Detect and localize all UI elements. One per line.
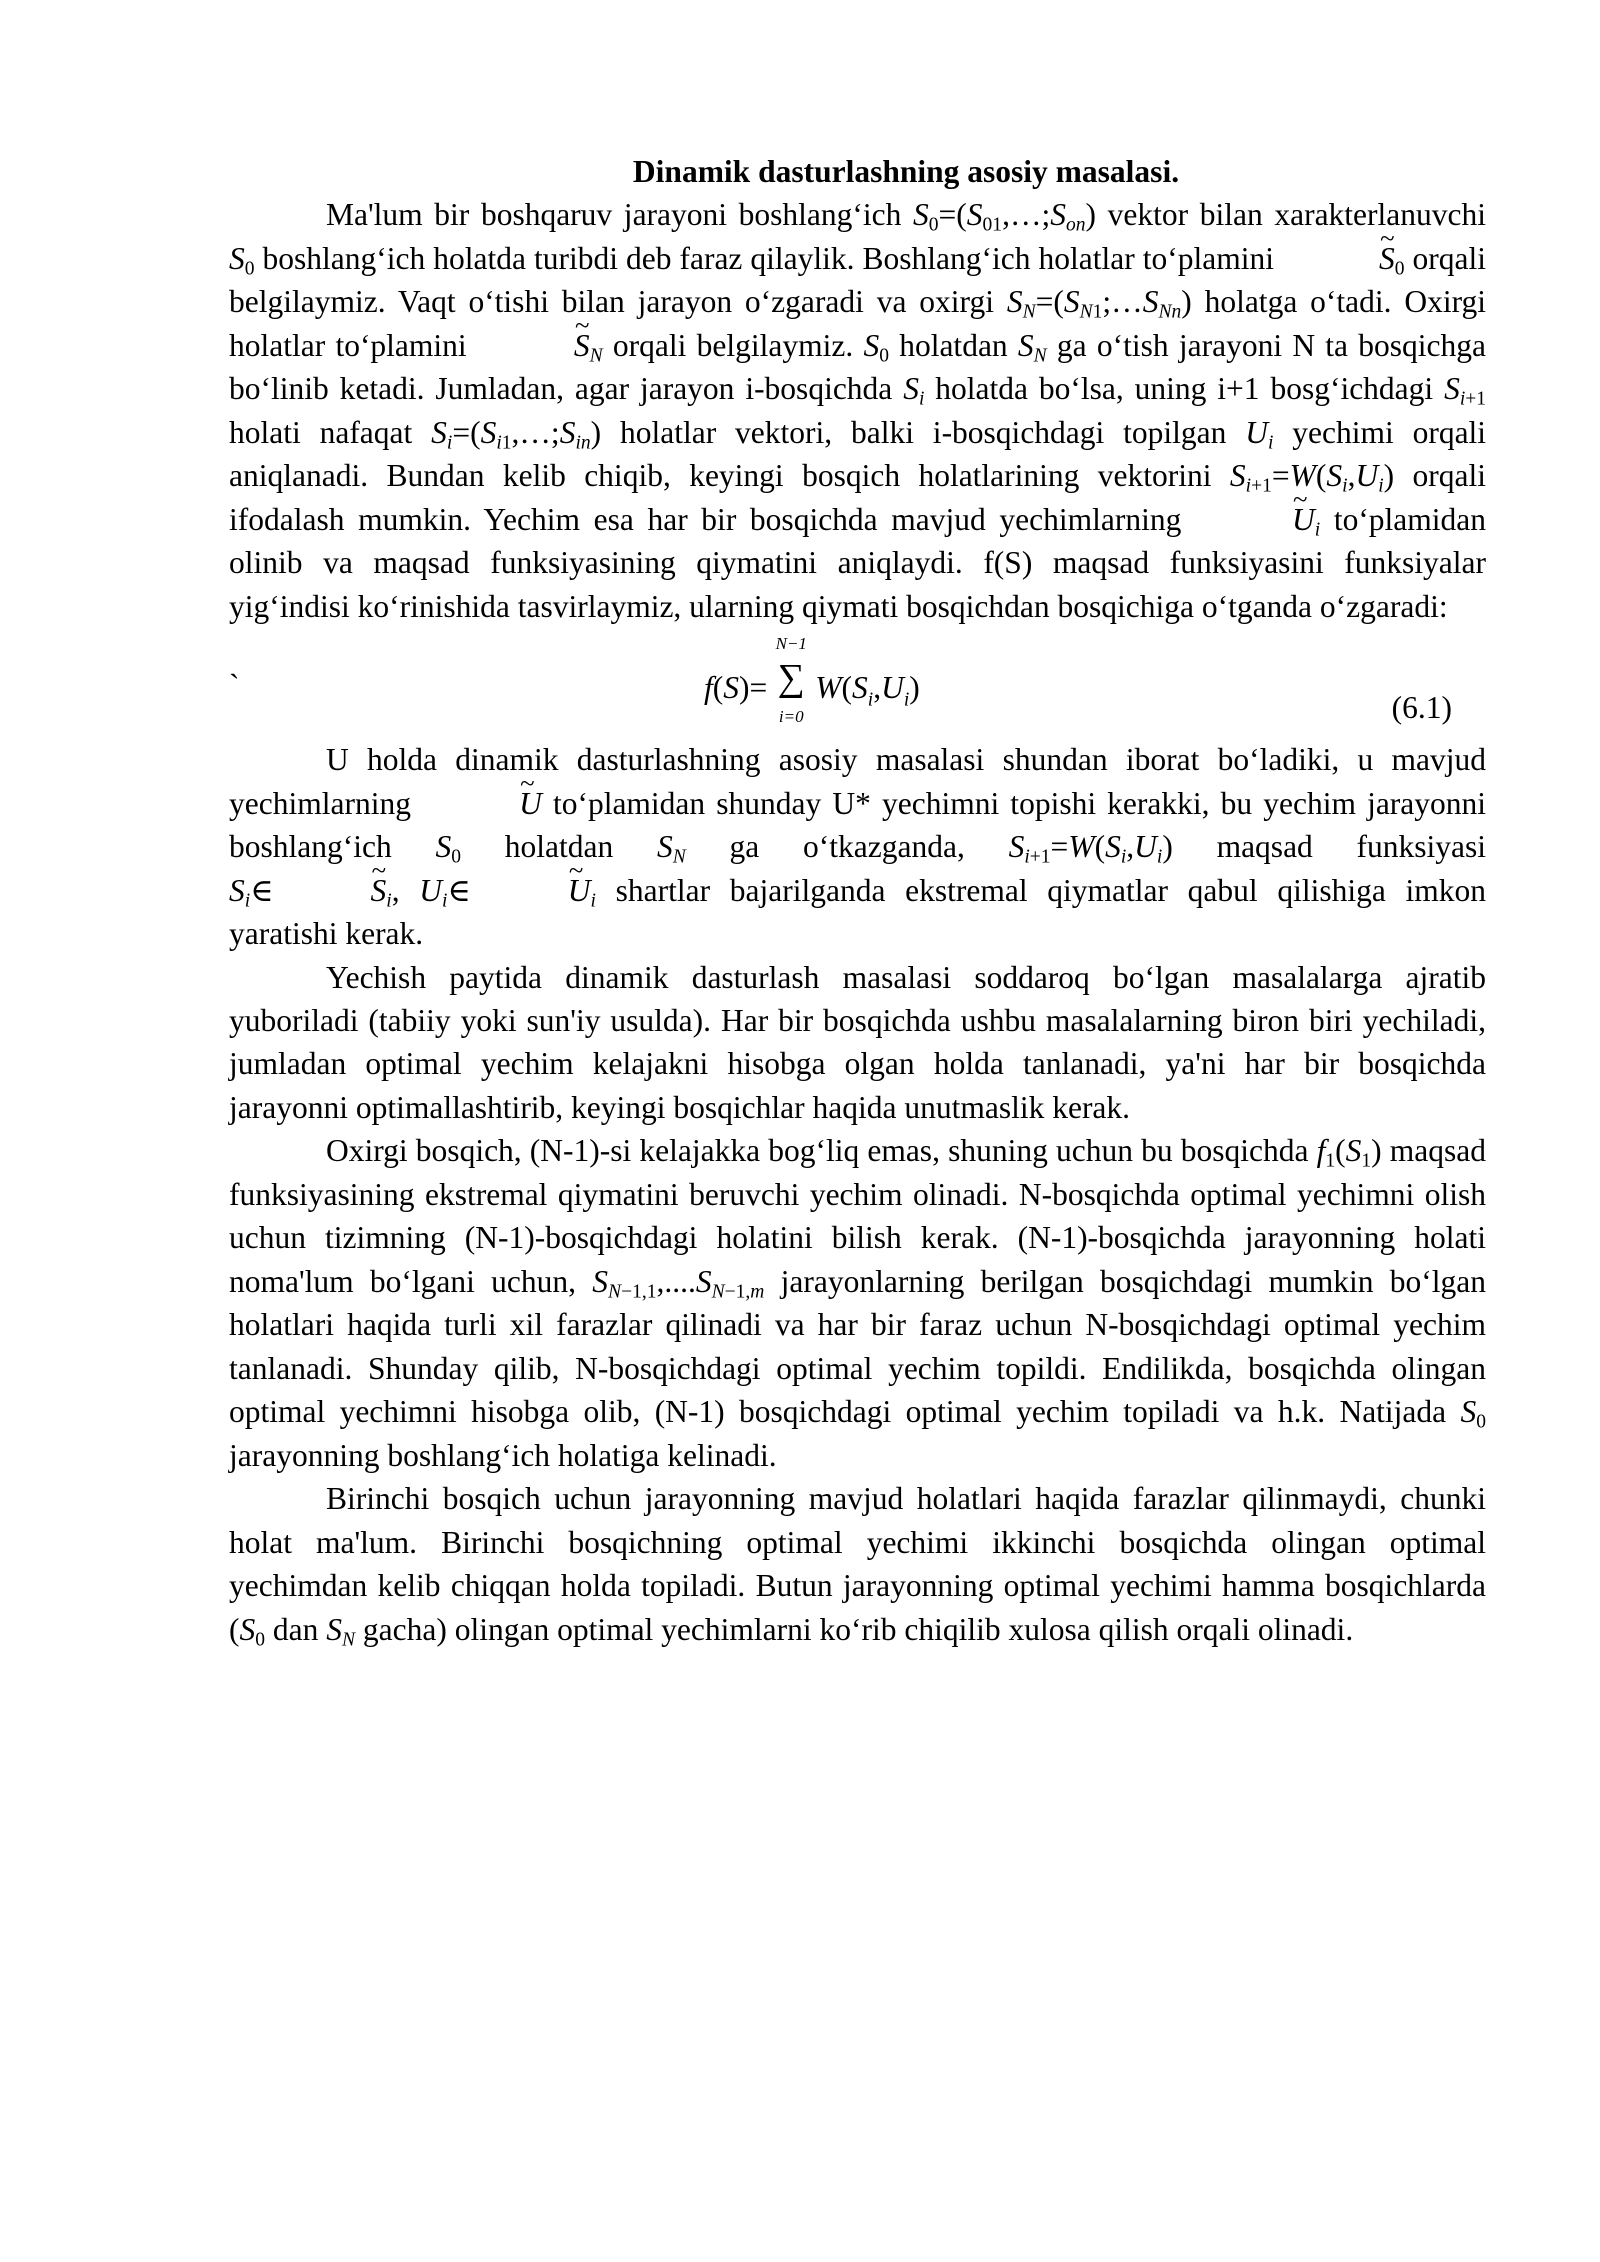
formula-transition: $S_{i+1}=W(S_i,U_i)$ xyxy=(1229,458,1395,497)
formula-u-tilde: ~ U xyxy=(422,786,542,821)
text-run: jarayonlarning berilgan bosqichdagi mumkin bo‘lgan holatlari haqida turli xil farazlar qilinadi va har bir faraz uchun N-bosqichdagi optimal yechim tanlanadi. Shunday qilib, N-bosqichdagi optimal yechim topildi. Endilikda, bosqichda olingan optimal yechimni hisobga olib, (N-1) bosqichdagi optimal yechim topiladi va h.k. Natijada xyxy=(229,1263,1487,1430)
formula-sn: $S_N$ xyxy=(326,1611,356,1650)
text-run: U holda dinamik dasturlashning asosiy masalasi shundan iborat bo‘ladiki, u mavjud yechimlarning xyxy=(229,742,1486,821)
text-run: orqali belgilaymiz. Vaqt o‘tishi bilan jarayon o‘zgaradi va oxirgi xyxy=(229,240,1487,320)
text-run: Birinchi bosqich uchun jarayonning mavjud holatlari haqida farazlar qilinmaydi, chunki holat ma'lum. Birinchi bosqichning optimal yechimi ikkinchi bosqichda olingan optimal yechimdan kelib chiqqan holda topiladi. Butun jarayonning optimal yechimi hamma bosqichlarda ( xyxy=(229,1481,1486,1647)
formula-ui-tilde: ~ $U_i$ xyxy=(1195,502,1320,537)
formula-s0: $S_0$ xyxy=(229,240,255,280)
formula-sn: $S_N$ xyxy=(657,829,686,868)
formula-s0-vector: $S_0=(S_{01},\dots;S_{on})$ xyxy=(913,197,1096,236)
sum-formula: f(S)= N−1 ∑ i=0 $W(S_i,U_i)$ xyxy=(704,634,920,734)
text-run: holatga o‘tadi. Oxirgi holatlar to‘plamini xyxy=(229,284,1487,363)
sum-lower-limit: i=0 xyxy=(778,707,804,727)
paragraph-1 xyxy=(229,193,1486,628)
formula-f1: $f_1(S_1)$ xyxy=(1316,1133,1382,1172)
text-run: Oxirgi bosqich, (N-1)-si kelajakka bog‘liq emas, shuning uchun bu bosqichda xyxy=(326,1133,1309,1169)
sigma-symbol: N−1 ∑ i=0 xyxy=(767,652,815,704)
formula-s0: $S_0$ xyxy=(863,327,889,367)
document-body xyxy=(229,150,1486,1651)
paragraph-2 xyxy=(229,738,1486,955)
text-run: holatdan xyxy=(504,829,614,865)
formula-s0: $S_0$ xyxy=(239,1611,266,1650)
text-run: holati nafaqat xyxy=(229,414,413,450)
formula-sn-tilde: ~ $S_N$ xyxy=(477,328,603,363)
text-run: holatdan xyxy=(899,327,1008,363)
formula-s0: $S_0$ xyxy=(435,829,461,868)
text-run: to‘plamidan shunday U* yechimni topishi kerakki, bu yechim jarayonni boshlang‘ich xyxy=(229,785,1487,865)
paragraph-4 xyxy=(229,1129,1486,1477)
equation-number: (6.1) xyxy=(1391,690,1452,726)
text-run: maqsad funksiyasining ekstremal qiymatini beruvchi yechim olinadi. N-bosqichda optimal yechimni olish uchun tizimning (N-1)-bosqichdagi holatini bilish kerak. (N-1)-bosqichda jarayonning holati noma'lum bo‘lgani uchun, xyxy=(229,1133,1487,1299)
text-run: holatda bo‘lsa, uning i+1 bosg‘ichdagi xyxy=(935,371,1434,407)
text-run: maqsad funksiyasi xyxy=(1216,829,1487,865)
text-run: gacha) olingan optimal yechimlarni ko‘rib chiqilib xulosa qilish orqali olinadi. xyxy=(362,1611,1354,1647)
formula-sn-1-states: $S_{N-1,1},....S_{N-1,m}$ xyxy=(592,1263,765,1303)
text-run: to‘plamidan olinib va maqsad funksiyasining qiymatini aniqlaydi. f(S) maqsad funksiyasini funksiyalar yig‘indisi ko‘rinishida tasvirlaymiz, ularning qiymati bosqichdan bosqichiga o‘tganda o‘zgaradi: xyxy=(229,501,1487,624)
text-run: yechimi orqali aniqlanadi. Bundan kelib chiqib, keyingi bosqich holatlarining vektorini xyxy=(229,414,1487,494)
document-title: Dinamik dasturlashning asosiy masalasi. xyxy=(632,154,1180,189)
formula-s0: $S_0$ xyxy=(1460,1394,1486,1433)
formula-ui: $U_i$ xyxy=(1245,414,1274,454)
text-run: orqali belgilaymiz. xyxy=(612,327,854,363)
text-run: shartlar bajarilganda ekstremal qiymatlar qabul qilishiga imkon yaratishi kerak. xyxy=(229,872,1487,952)
formula-si-vector: $S_i=(S_{i1},\dots;S_{in})$ xyxy=(431,414,602,454)
sum-upper-limit: N−1 xyxy=(775,634,807,654)
formula-sn: $S_N$ xyxy=(1017,327,1047,367)
text-run: ga o‘tkazganda, xyxy=(729,829,965,865)
formula-s0-tilde: ~ $S_0$ xyxy=(1282,241,1405,276)
backtick-mark: ` xyxy=(229,668,240,704)
text-run: holatlar vektori, balki i-bosqichdagi topilgan xyxy=(619,414,1227,450)
text-run: vektor bilan xarakterlanuvchi xyxy=(1107,197,1486,233)
formula-sn-vector: $S_N=(S_{N1};\dots S_{Nn})$ xyxy=(1006,284,1192,323)
paragraph-5 xyxy=(229,1477,1486,1651)
paragraph-3: Yechish paytida dinamik dasturlash masalasi soddaroq bo‘lgan masalalarga ajratib yuboriladi (tabiiy yoki sun'iy usulda). Har bir bosqichda ushbu masalalarning biron biri yechiladi, jumladan optimal yechim kelajakni hisobga olgan holda tanlanadi, ya'ni har bir bosqichda jarayonni optimallashtirib, keyingi bosqichlar haqida unutmaslik kerak. xyxy=(229,959,1486,1125)
text-run: jarayonning boshlang‘ich holatiga kelinadi. xyxy=(229,1437,777,1473)
formula-si-plus-1: $S_{i+1}$ xyxy=(1444,371,1487,410)
text-run: boshlang‘ich holatda turibdi deb faraz qilaylik. Boshlang‘ich holatlar to‘plamini xyxy=(262,240,1274,276)
formula-transition: $S_{i+1}=W(S_i,U_i)$ xyxy=(1008,829,1173,868)
text-run: Ma'lum bir boshqaruv jarayoni boshlang‘ich xyxy=(326,197,902,233)
text-run: orqali ifodalash mumkin. Yechim esa har bir bosqichda mavjud yechimlarning xyxy=(229,458,1487,537)
text-run: dan xyxy=(272,1611,319,1647)
equation-6-1 xyxy=(229,628,1486,738)
formula-si: $S_i$ xyxy=(903,371,925,410)
text-run: ga o‘tish jarayoni N ta bosqichga bo‘linib ketadi. Jumladan, agar jarayon i-bosqichda xyxy=(229,327,1486,407)
formula-constraints: $S_i\in\sim$ $S_i$, $U_i\in\sim$ $U_i$ xyxy=(229,873,596,908)
